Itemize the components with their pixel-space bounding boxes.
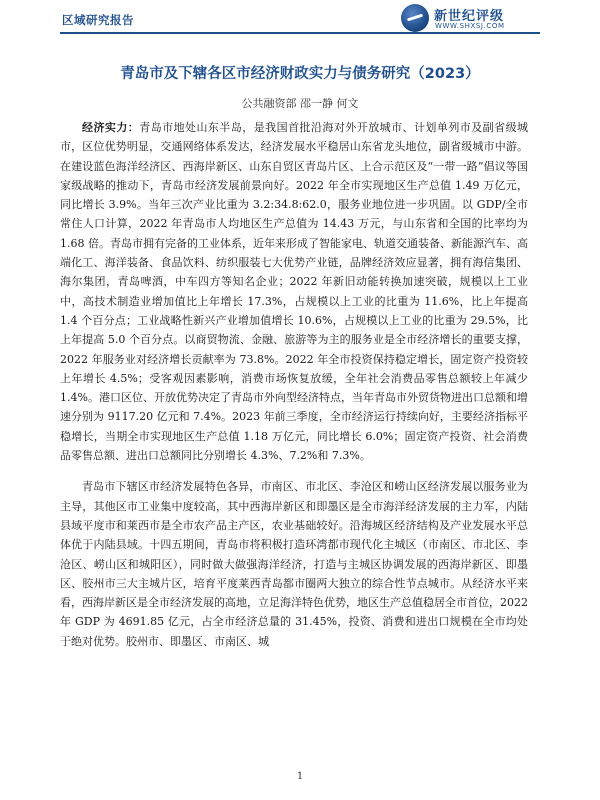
header-divider xyxy=(60,32,540,34)
document-title: 青岛市及下辖各区市经济财政实力与债务研究（2023） xyxy=(120,66,480,82)
paragraph-economic-strength xyxy=(60,118,528,465)
paragraph-district-overview xyxy=(60,477,528,651)
document-body xyxy=(60,118,528,663)
globe-logo-icon xyxy=(401,4,429,32)
paragraph-text: 青岛市地处山东半岛，是我国首批沿海对外开放城市、计划单列市及副省级城市，区位优势明显，交通网络体系发达，经济发展水平稳居山东省龙头地位，副省级城市中游。在建设蓝色海洋经济区、西海岸新区、山东自贸区青岛片区、上合示范区及“一带一路”倡议等国家级战略的推动下，青岛市经济发展前景向好。2022 年全市实现地区生产总值 1.49 万亿元，同比增长 3.9%。当年三次产业比重为 3.2:34.8:62.0，服务业地位进一步巩固。以 GDP/全市常住人口计算，2022 年青岛市人均地区生产总值为 14.43 万元，与山东省和全国的比率均为 1.68 倍。青岛市拥有完备的工业体系，近年来形成了智能家电、轨道交通装备、新能源汽车、高端化工、海洋装备、食品饮料、纺织服装七大优势产业链，品牌经济效应显著，拥有海信集团、海尔集团，青岛啤酒，中车四方等知名企业；2022 年新旧动能转换加速突破，规模以上工业中，高技术制造业增加值比上年增长 17.3%，占规模以上工业的比重为 11.6%，比上年提高 1.4 个百分点；工业战略性新兴产业增加值增长 10.6%，占规模以上工业的比重为 29.5%，比上年提高 5.0 个百分点。以商贸物流、金融、旅游等为主的服务业是全市经济增长的重要支撑，2022 年服务业对经济增长贡献率为 73.8%。2022 年全市投资保持稳定增长，固定资产投资较上年增长 4.5%；受客观因素影响，消费市场恢复放缓，全年社会消费品零售总额较上年减少 1.4%。港口区位、开放优势决定了青岛市外向型经济特点，当年青岛市外贸货物进出口总额和增速分别为 9117.20 亿元和 7.4%。2023 年前三季度，全市经济运行持续向好，主要经济指标平稳增长，当期全市实现地区生产总值 1.18 万亿元，同比增长 6.0%；固定资产投资、社会消费品零售总额、进出口总额同比分别增长 4.3%、7.2%和 7.3%。 xyxy=(60,121,529,463)
document-authors: 公共融资部 邵一静 何文 xyxy=(241,97,359,110)
page-number: 1 xyxy=(296,771,304,782)
report-header xyxy=(0,0,600,38)
paragraph-lead: 经济实力： xyxy=(82,121,140,134)
logo-website: WWW.SHXSJ.COM xyxy=(435,22,505,30)
paragraph-text: 青岛市下辖区市经济发展特色各异，市南区、市北区、李沧区和崂山区经济发展以服务业为主导，其他区市工业集中度较高，其中西海岸新区和即墨区是全市海洋经济发展的主力军，内陆县域平度市和莱西市是全市农产品主产区，农业基础较好。沿海城区经济结构及产业发展水平总体优于内陆县域。十四五期间，青岛市将积极打造环湾都市现代化主城区（市南区、市北区、李沧区、崂山区和城阳区），同时做大做强海洋经济，打造与主城区协调发展的西海岸新区、即墨区、胶州市三大主城片区，培育平度莱西青岛都市圈两大独立的综合性节点城市。从经济水平来看，西海岸新区是全市经济发展的高地，立足海洋特色优势，地区生产总值稳居全市首位，2022 年 GDP 为 4691.85 亿元，占全市经济总量的 31.45%，投资、消费和进出口规模在全市均处于绝对优势。胶州市、即墨区、市南区、城 xyxy=(60,480,528,648)
header-label: 区域研究报告 xyxy=(62,13,134,27)
brand-logo xyxy=(401,4,541,32)
logo-name: 新世纪评级 xyxy=(434,9,505,24)
